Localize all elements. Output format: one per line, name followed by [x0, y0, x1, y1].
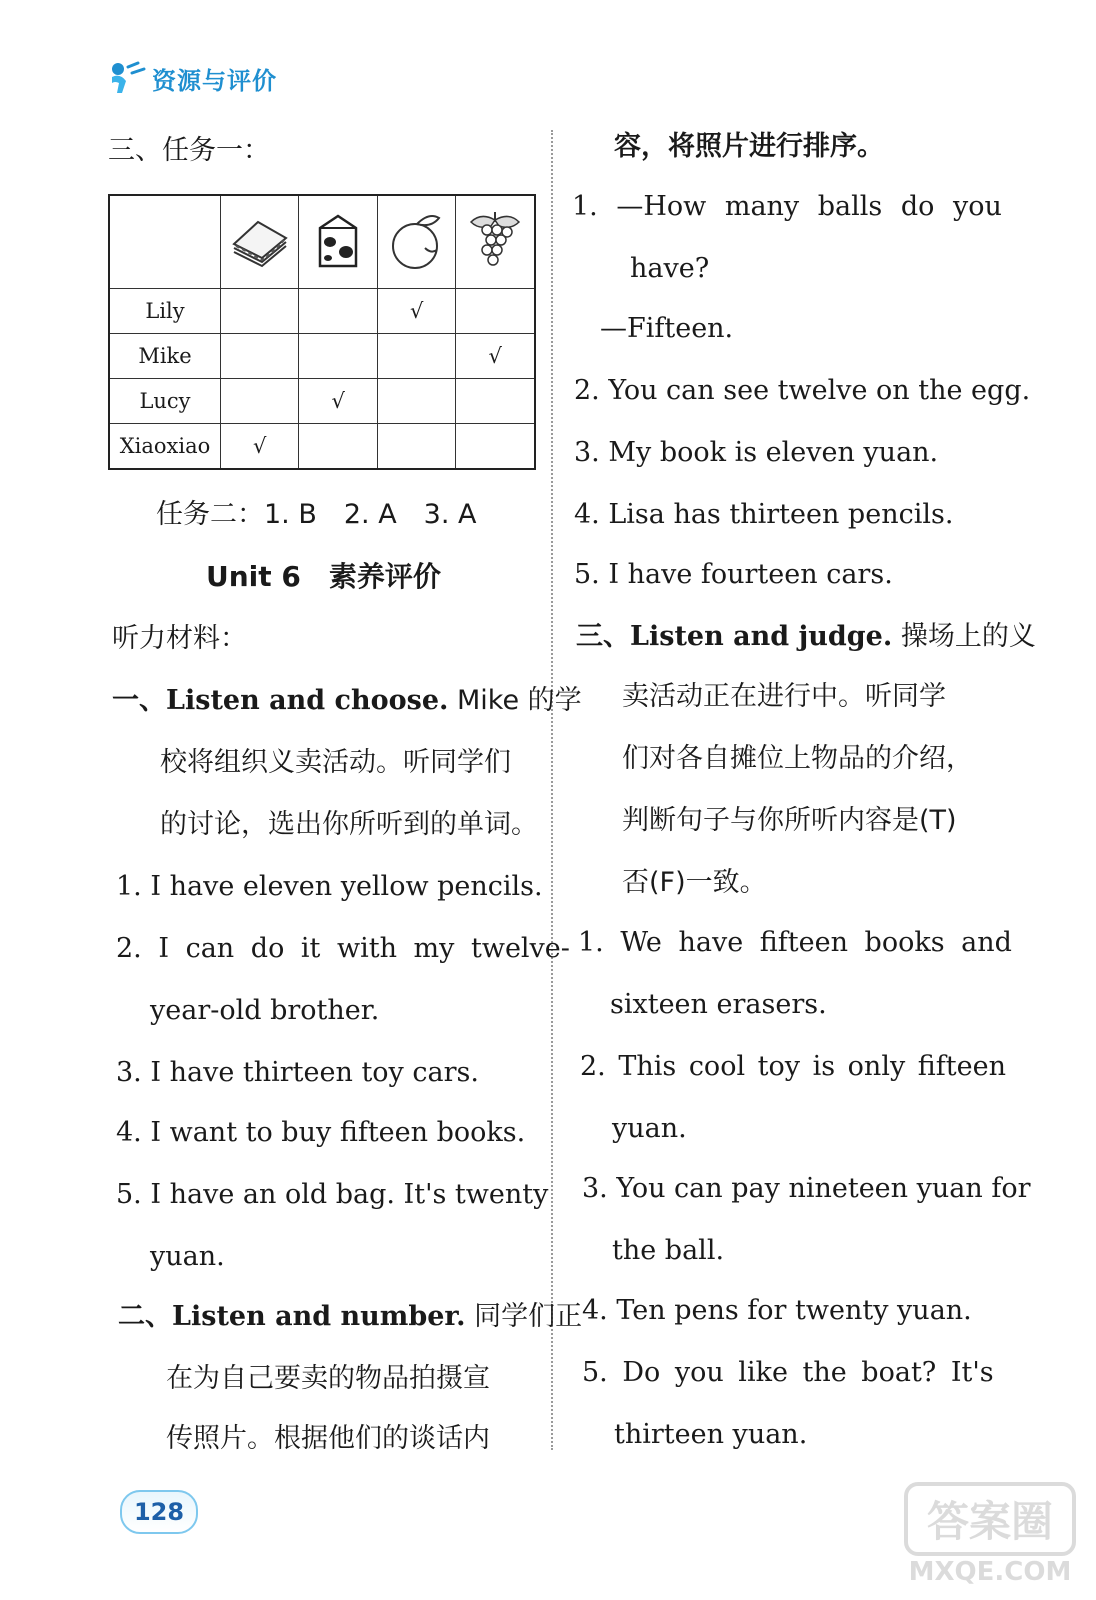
part3-item: sixteen erasers.: [610, 989, 827, 1020]
part2-item: 4. Lisa has thirteen pencils.: [574, 499, 954, 530]
part2-heading-en: 二、Listen and number.: [118, 1301, 466, 1332]
table-row: [109, 289, 535, 334]
check-cell: √: [456, 333, 535, 378]
check-cell: [299, 333, 377, 378]
check-cell: [456, 289, 535, 334]
table-row: [109, 423, 535, 469]
check-cell: [299, 289, 377, 334]
svg-text:MXQE.COM: MXQE.COM: [908, 1557, 1072, 1587]
page-number: 128: [120, 1490, 198, 1534]
part1-item: 2. I can do it with my twelve-: [116, 933, 570, 964]
part3-item: 5. Do you like the boat? It's: [582, 1357, 994, 1388]
task2-answers: 任务二：1. B 2. A 3. A: [156, 499, 477, 530]
part3-item: 2. This cool toy is only fifteen: [580, 1051, 1006, 1082]
part3-item: the ball.: [612, 1235, 725, 1266]
table-row: [109, 333, 535, 378]
part1-item: 5. I have an old bag. It's twenty: [116, 1179, 549, 1210]
part3-heading-line: 否(F)一致。: [622, 867, 767, 898]
part1-heading-en: 一、Listen and choose.: [112, 685, 449, 716]
part1-item: 3. I have thirteen toy cars.: [116, 1057, 479, 1088]
check-cell: [221, 333, 299, 378]
part3-item: 1. We have fifteen books and: [578, 927, 1012, 958]
milk-carton-icon: [306, 208, 370, 272]
part1-item: 4. I want to buy fifteen books.: [116, 1117, 526, 1148]
part3-heading-line: 卖活动正在进行中。听同学: [622, 681, 946, 712]
part1-item: yuan.: [150, 1241, 225, 1272]
part2-heading-cont: 容，将照片进行排序。: [614, 131, 884, 162]
part2-heading-line: 在为自己要卖的物品拍摄宣: [166, 1363, 490, 1394]
part3-heading: [576, 620, 1036, 654]
check-cell: [221, 378, 299, 423]
check-cell: √: [299, 378, 377, 423]
part3-item: 4. Ten pens for twenty yuan.: [582, 1295, 972, 1326]
table-item-grapes: [456, 195, 535, 289]
check-cell: [221, 289, 299, 334]
header-title: 资源与评价: [152, 66, 277, 95]
check-cell: [456, 378, 535, 423]
part3-heading-line: 们对各自摊位上物品的介绍，: [622, 743, 973, 774]
watermark-logo: [900, 1478, 1080, 1588]
table-row: [109, 378, 535, 423]
table-item-orange: [377, 195, 455, 289]
table-item-milk: [299, 195, 377, 289]
grapes-icon: [463, 208, 527, 272]
part1-item: 1. I have eleven yellow pencils.: [116, 871, 543, 902]
part1-heading-line: 的讨论，选出你所听到的单词。: [160, 809, 538, 840]
part2-heading-line: 传照片。根据他们的谈话内: [166, 1423, 490, 1454]
orange-icon: [385, 208, 449, 272]
part3-item: thirteen yuan.: [614, 1419, 808, 1450]
check-cell: √: [377, 289, 455, 334]
task1-table: [108, 194, 536, 470]
part3-heading-en: 三、Listen and judge.: [576, 621, 893, 652]
part3-item: 3. You can pay nineteen yuan for: [582, 1173, 1031, 1204]
check-cell: [377, 423, 455, 469]
part1-item: year-old brother.: [150, 995, 380, 1026]
section3-heading: 三、任务一：: [108, 135, 270, 166]
part2-item: 5. I have fourteen cars.: [574, 559, 893, 590]
column-divider: [551, 130, 553, 1450]
part2-item: 2. You can see twelve on the egg.: [574, 375, 1031, 406]
part2-item: have?: [630, 253, 710, 284]
part3-item: yuan.: [612, 1113, 687, 1144]
part2-heading-cn: 同学们正: [465, 1301, 583, 1332]
row-name: Xiaoxiao: [109, 423, 221, 469]
part1-heading-cn: Mike 的学: [448, 685, 582, 716]
row-name: Lily: [109, 289, 221, 334]
listening-label: 听力材料：: [112, 623, 247, 654]
check-cell: √: [221, 423, 299, 469]
part1-heading-line: 校将组织义卖活动。听同学们: [160, 747, 511, 778]
part2-item: 3. My book is eleven yuan.: [574, 437, 939, 468]
sandwich-icon: [228, 208, 292, 272]
page-header: [108, 58, 277, 98]
check-cell: [299, 423, 377, 469]
runner-logo-icon: [108, 61, 148, 95]
unit-title: Unit 6 素养评价: [206, 560, 441, 593]
check-cell: [456, 423, 535, 469]
part1-heading: [112, 684, 582, 718]
part3-heading-cn: 操场上的义: [892, 621, 1036, 652]
table-item-sandwich: [221, 195, 299, 289]
row-name: Mike: [109, 333, 221, 378]
row-name: Lucy: [109, 378, 221, 423]
part2-item: —Fifteen.: [600, 313, 734, 344]
svg-text:答案圈: 答案圈: [926, 1497, 1054, 1546]
check-cell: [377, 333, 455, 378]
part2-item: 1. —How many balls do you: [572, 191, 1002, 222]
part3-heading-line: 判断句子与你所听内容是(T): [622, 805, 957, 836]
table-corner: [109, 195, 221, 289]
part2-heading: [118, 1300, 582, 1334]
check-cell: [377, 378, 455, 423]
